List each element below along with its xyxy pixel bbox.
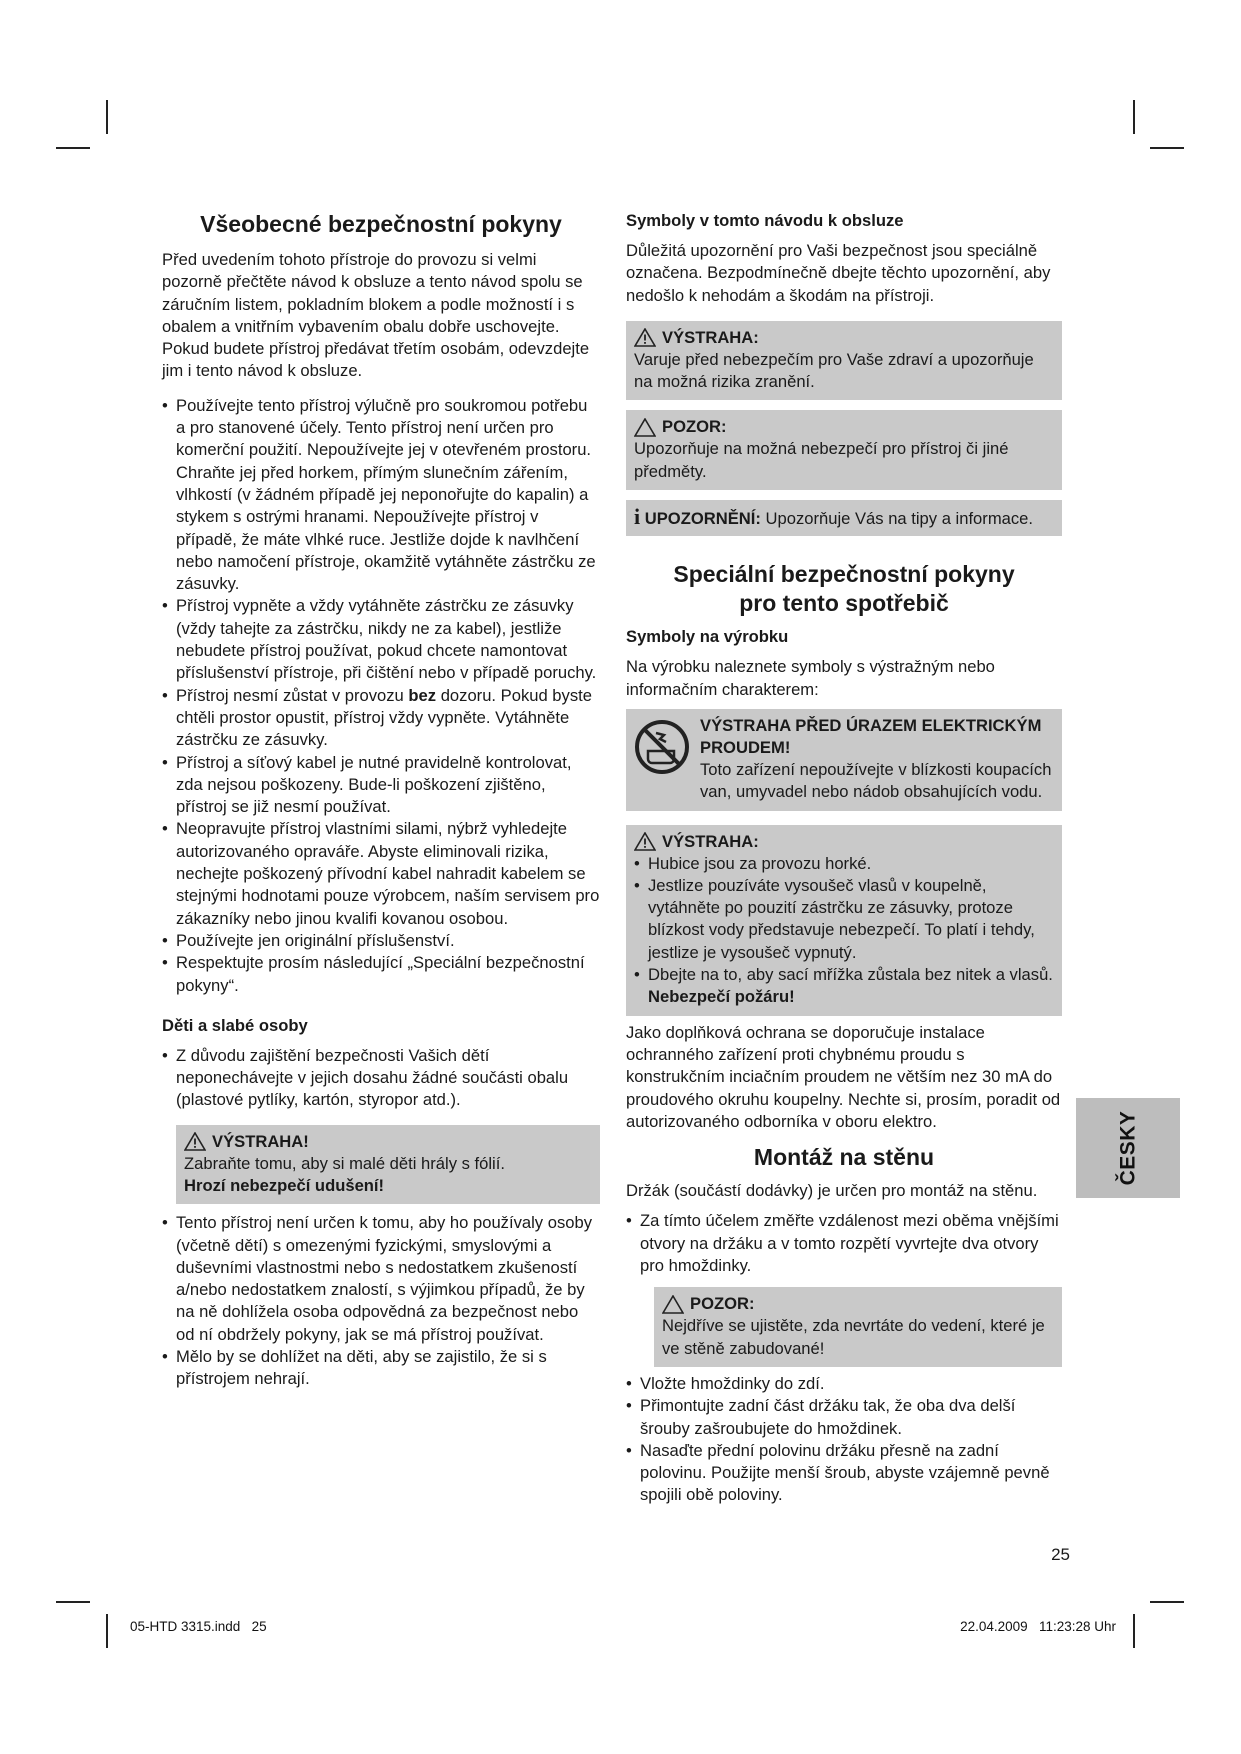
warning-triangle-icon xyxy=(634,328,656,347)
general-safety-title: Všeobecné bezpečnostní pokyny xyxy=(200,211,562,237)
mount-title: Montáž na stěnu xyxy=(753,1144,935,1171)
crop-mark xyxy=(56,147,90,149)
warning-box-children xyxy=(176,1125,600,1205)
symbols-title: Symboly v tomto návodu k obsluze xyxy=(626,211,904,230)
note-text: Upozorňuje Vás na tipy a informace. xyxy=(760,509,1034,529)
caution-triangle-icon xyxy=(634,418,656,437)
warning-box-head: VÝSTRAHA! xyxy=(184,1131,592,1153)
crop-mark xyxy=(1150,147,1184,149)
list-item: • Dbejte na to, aby sací mřížka zůstala bez nitek a vlasů. Nebezpečí požáru! xyxy=(634,964,1054,1009)
list-item: • Přístroj a síťový kabel je nutné pravidelně kontrolovat, zda nejsou poškozeny. Bude-li poškození zjištěno, přístroj se již nesmí používat. xyxy=(162,752,600,819)
caution-head: POZOR: xyxy=(662,417,727,437)
crop-mark xyxy=(1150,1601,1184,1603)
warning-box-text: Zabraňte tomu, aby si malé děti hrály s fólií. xyxy=(184,1153,505,1173)
note-head: UPOZORNĚNÍ: xyxy=(644,509,761,529)
symbols-intro: Důležitá upozornění pro Vaši bezpečnost jsou speciálně označena. Bezpodmínečně dbejte těchto upozornění, aby nedošlo k nehodám a škodám na přístroji. xyxy=(626,241,1051,305)
warning-box-bold: Hrozí nebezpečí udušení! xyxy=(184,1175,385,1195)
product-symbols-title: Symboly na výrobku xyxy=(626,627,789,647)
warning-box-2 xyxy=(626,825,1062,1016)
electric-warning-box xyxy=(626,709,1062,811)
list-item: • Přimontujte zadní část držáku tak, že oba dva delší šrouby zašroubujete do hmoždinek. xyxy=(626,1395,1062,1440)
left-column xyxy=(162,210,600,1391)
list-item: • Mělo by se dohlížet na děti, aby se zajistilo, že si s přístrojem nehrají. xyxy=(162,1346,600,1391)
special-title: Speciální bezpečnostní pokyny pro tento spotřebič xyxy=(673,561,1015,617)
electric-warning-head: VÝSTRAHA PŘED ÚRAZEM ELEKTRICKÝM PROUDEM! xyxy=(700,715,1042,757)
product-symbols-intro: Na výrobku naleznete symboly s výstražným nebo informačním charakterem: xyxy=(626,657,995,699)
list-item: • Jestlize pouzíváte vysoušeč vlasů v koupelně, vytáhněte po pouzití zástrčku ze zásuvky, protoze blízkost vody představuje nebezpečí. To platí i tehdy, jestlize je vysoušeč vypnutý. xyxy=(634,875,1054,964)
crop-mark xyxy=(1133,1614,1135,1648)
caution-box xyxy=(626,410,1062,490)
list-item: • Za tímto účelem změřte vzdálenost mezi oběma vnějšími otvory na držáku a v tomto rozpětí vyvrtejte dva otvory pro hmoždinky. xyxy=(626,1210,1062,1277)
warning-triangle-icon xyxy=(184,1132,206,1151)
list-item: • Hubice jsou za provozu horké. xyxy=(634,853,1054,875)
list-item: • Z důvodu zajištění bezpečnosti Vašich dětí neponechávejte v jejich dosahu žádné součásti obalu (plastové pytlíky, kartón, styropor atd.). xyxy=(162,1045,600,1112)
list-item: • Přístroj nesmí zůstat v provozu bez dozoru. Pokud byste chtěli prostor opustit, přístroj vždy vypněte. Vytáhněte zástrčku ze zásuvky. xyxy=(162,685,600,752)
page-number: 25 xyxy=(1051,1545,1070,1564)
list-item: • Nasaďte přední polovinu držáku přesně na zadní polovinu. Použijte menší šroub, abyste vzájemně pevně spojili obě poloviny. xyxy=(626,1440,1062,1507)
children-title: Děti a slabé osoby xyxy=(162,1015,308,1035)
list-item: • Neopravujte přístroj vlastními silami, nýbrž vyhledejte autorizovaného opraváře. Abyste eliminovali rizika, nechejte poškozený přívodní kabel nahradit kabelem se stejnými hodnotami pouze výrobcem, naším servisem pro zákazníky nebo jinou kvalifi kovanou osobou. xyxy=(162,818,600,929)
caution2-head: POZOR: xyxy=(690,1294,755,1314)
list-item: • Vložte hmoždinky do zdí. xyxy=(626,1373,1062,1395)
caution2-text: Nejdříve se ujistěte, zda nevrtáte do vedení, které je ve stěně zabudované! xyxy=(662,1316,1045,1358)
footer-date: 22.04.2009 11:23:28 Uhr xyxy=(960,1619,1116,1634)
crop-mark xyxy=(106,100,108,134)
list-item: • Respektujte prosím následující „Speciální bezpečnostní pokyny“. xyxy=(162,952,600,997)
warning-text: Varuje před nebezpečím pro Vaše zdraví a upozorňuje na možná rizika zranění. xyxy=(634,349,1034,392)
crop-mark xyxy=(56,1601,90,1603)
warning2-head: VÝSTRAHA: xyxy=(662,831,759,851)
intro-paragraph: Před uvedením tohoto přístroje do provozu si velmi pozorně přečtěte návod k obsluze a tento návod spolu se záručním listem, pokladním blokem a podle možností i s obalem a vnitřním vybavením obalu dobře uschovejte. Pokud budete přístroj předávat třetím osobám, odevzdejte jim i tento návod k obsluze. xyxy=(162,250,590,381)
list-item: • Přístroj vypněte a vždy vytáhněte zástrčku ze zásuvky (vždy tahejte za zástrčku, nikdy ne za kabel), jestliže nebudete přístroj používat, pokud chcete namontovat příslušenství přístroje, při čištění nebo v případě poruchy. xyxy=(162,595,600,684)
rcd-paragraph: Jako doplňková ochrana se doporučuje instalace ochranného zařízení proti chybnému proudu s konstrukčním inciačním proudem ne větším nez 30 mA do proudového okruhu koupelny. Nechte si, prosím, poradit od autorizovaného odborníka v oboru elektro. xyxy=(626,1022,1061,1131)
info-icon: i xyxy=(634,504,641,530)
warning-box xyxy=(626,321,1062,401)
crop-mark xyxy=(1133,100,1135,134)
no-water-electric-icon xyxy=(634,719,690,775)
electric-warning-text: Toto zařízení nepoužívejte v blízkosti koupacích van, umyvadel nebo nádob obsahujících vodu. xyxy=(700,759,1052,802)
general-bullets xyxy=(162,395,600,997)
language-tab: ČESKY xyxy=(1076,1098,1180,1198)
mount-intro: Držák (součástí dodávky) je určen pro montáž na stěnu. xyxy=(626,1181,1038,1201)
warning-triangle-icon xyxy=(634,832,656,851)
right-column xyxy=(626,210,1062,1507)
list-item: • Tento přístroj není určen k tomu, aby ho používaly osoby (včetně dětí) s omezenými fyzickými, smyslovými a duševními vlastnostmi nebo s nedostatkem zkušeností a/nebo nedostatkem znalostí, s výjimkou případů, že by na ně dohlížela osoba odpovědná za bezpečnost nebo od ní obdržely pokyny, jak se má přístroj používat. xyxy=(162,1212,600,1346)
children-bullets xyxy=(162,1045,600,1112)
footer-file: 05-HTD 3315.indd 25 xyxy=(130,1619,267,1634)
caution-triangle-icon xyxy=(662,1295,684,1314)
caution-text: Upozorňuje na možná nebezpečí pro přístroj či jiné předměty. xyxy=(634,439,1009,481)
children-bullets-2 xyxy=(162,1212,600,1390)
list-item: • Používejte jen originální příslušenství. xyxy=(162,930,600,952)
caution-box-2 xyxy=(654,1287,1062,1367)
note-box xyxy=(626,500,1062,536)
crop-mark xyxy=(106,1614,108,1648)
list-item: • Používejte tento přístroj výlučně pro soukromou potřebu a pro stanovené účely. Tento přístroj není určen pro komerční použití. Nepoužívejte jej v otevřeném prostoru. Chraňte jej před horkem, přímým slunečním zářením, vlhkostí (v žádném případě jej neponořujte do kapalin) a stykem s ostrými hranami. Nepoužívejte přístroj v případě, že máte vlhké ruce. Jestliže dojde k navlhčení nebo namočení přístroje, okamžitě vytáhněte zástrčku ze zásuvky. xyxy=(162,395,600,596)
warning-head: VÝSTRAHA: xyxy=(662,327,759,347)
